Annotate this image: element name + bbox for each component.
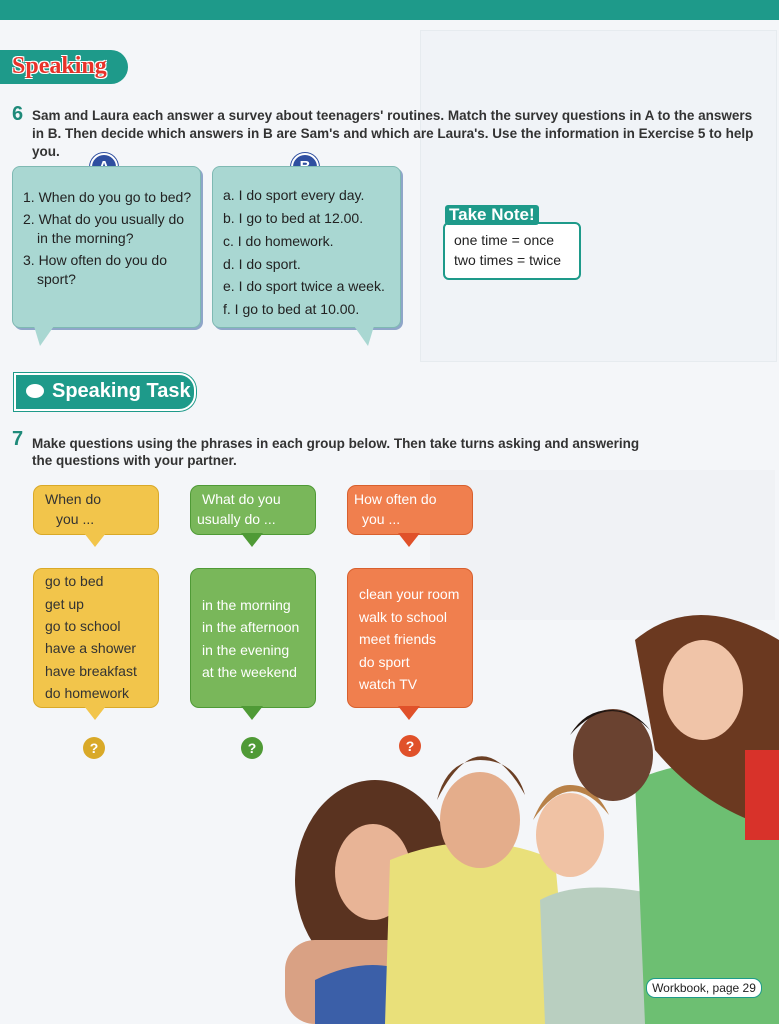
phrase: in the afternoon bbox=[202, 619, 300, 635]
bubble-tail bbox=[354, 326, 374, 346]
column-a-questions bbox=[12, 166, 201, 328]
teenagers-photo bbox=[225, 600, 779, 1024]
phrase: do sport bbox=[359, 654, 410, 670]
exercise7-instruction-line1: Make questions using the phrases in each group below. Then take turns asking and answering bbox=[32, 436, 640, 451]
card-tail bbox=[241, 533, 263, 547]
question-line: 1. When do you go to bed? bbox=[23, 189, 192, 205]
phrase: clean your room bbox=[359, 586, 460, 602]
card-tail bbox=[398, 533, 420, 547]
answer-line: f. I go to bed at 10.00. bbox=[223, 301, 360, 317]
question-line: 2. What do you usually do bbox=[23, 211, 185, 227]
background-bleed-through-lower bbox=[430, 470, 775, 620]
note-line: one time = once bbox=[454, 232, 555, 248]
answer-line: a. I do sport every day. bbox=[223, 187, 365, 203]
group3-header bbox=[347, 485, 473, 535]
phrase: go to bed bbox=[45, 573, 104, 589]
group1-header bbox=[33, 485, 159, 535]
group2-header-line: What do you bbox=[202, 491, 281, 507]
answer-line: c. I do homework. bbox=[223, 233, 334, 249]
group1-phrases bbox=[33, 568, 159, 708]
phrase: walk to school bbox=[359, 609, 447, 625]
phrase: have breakfast bbox=[45, 663, 137, 679]
phrase: meet friends bbox=[359, 631, 437, 647]
speaking-task-header bbox=[14, 373, 196, 411]
section-header-speaking bbox=[0, 50, 128, 84]
exercise6-instruction-line1: Sam and Laura each answer a survey about teenagers' routines. Match the survey questions in A to the answers bbox=[32, 108, 753, 123]
question-line: sport? bbox=[37, 271, 76, 287]
phrase: have a shower bbox=[45, 640, 137, 656]
phrase: watch TV bbox=[359, 676, 418, 692]
section-title: Speaking bbox=[12, 53, 107, 79]
background-bleed-through bbox=[420, 30, 777, 362]
card-tail bbox=[84, 533, 106, 547]
group3-header-line: you ... bbox=[362, 511, 401, 527]
phrase: do homework bbox=[45, 685, 130, 701]
exercise-number-7: 7 bbox=[12, 428, 24, 450]
question-line: 3. How often do you do bbox=[23, 252, 167, 268]
group1-header-line: you ... bbox=[56, 511, 95, 527]
answer-line: d. I do sport. bbox=[223, 256, 301, 272]
group2-header-line: usually do ... bbox=[197, 511, 276, 527]
group3-header-line: How often do bbox=[354, 491, 437, 507]
workbook-reference: Workbook, page 29 bbox=[646, 978, 762, 998]
speaking-task-title: Speaking Task bbox=[52, 380, 191, 402]
take-note-title: Take Note! bbox=[445, 205, 539, 225]
answer-line: e. I do sport twice a week. bbox=[223, 278, 385, 294]
top-bar bbox=[0, 0, 779, 20]
question-line: in the morning? bbox=[37, 230, 134, 246]
question-mark-icon: ? bbox=[83, 737, 105, 759]
speech-bubble-icon bbox=[26, 384, 44, 398]
question-mark-icon: ? bbox=[399, 735, 421, 757]
phrase: go to school bbox=[45, 618, 121, 634]
take-note-box bbox=[443, 222, 581, 280]
phrase: at the weekend bbox=[202, 664, 297, 680]
exercise-number-6: 6 bbox=[12, 103, 24, 125]
note-line: two times = twice bbox=[454, 252, 561, 268]
bubble-tail bbox=[34, 326, 54, 346]
question-mark-icon: ? bbox=[241, 737, 263, 759]
phrase: get up bbox=[45, 596, 84, 612]
exercise7-instruction-line2: the questions with your partner. bbox=[32, 453, 237, 468]
group2-header bbox=[190, 485, 316, 535]
group1-header-line: When do bbox=[45, 491, 102, 507]
exercise6-instruction-line2: in B. Then decide which answers in B are Sam's and which are Laura's. Use the information in Exercise 5 to help you. bbox=[32, 126, 754, 159]
answer-line: b. I go to bed at 12.00. bbox=[223, 210, 364, 226]
phrase: in the evening bbox=[202, 642, 290, 658]
phrase: in the morning bbox=[202, 597, 291, 613]
column-b-answers bbox=[212, 166, 401, 328]
card-tail bbox=[84, 706, 106, 720]
